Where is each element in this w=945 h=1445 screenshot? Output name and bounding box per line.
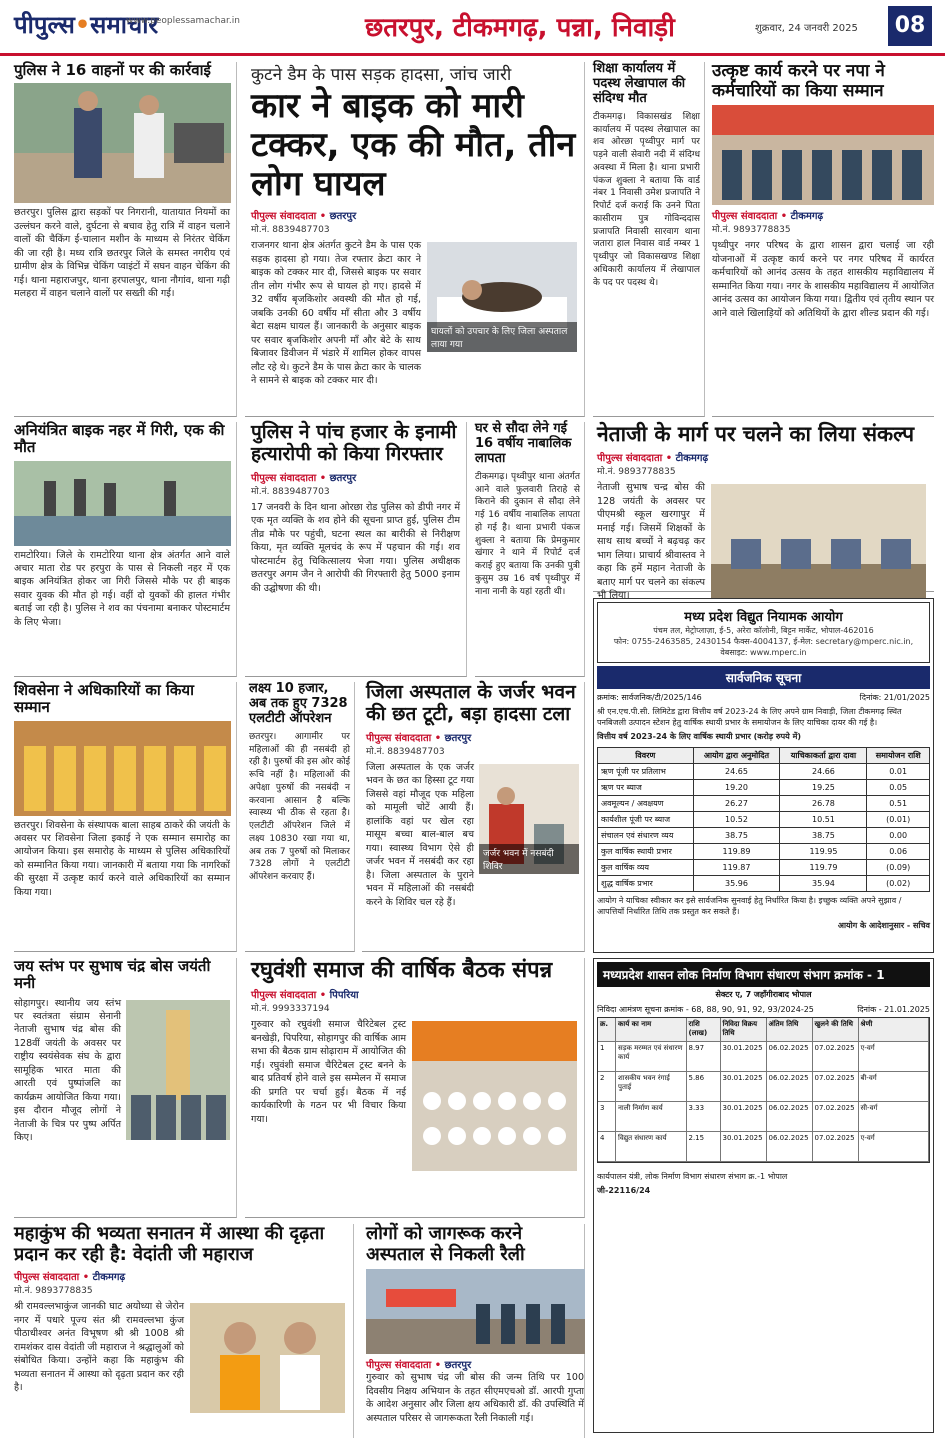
issue-date: शुक्रवार, 24 जनवरी 2025	[755, 23, 858, 34]
byline: पीपुल्स संवाददाता • टीकमगढ़	[14, 1272, 126, 1284]
photo-saint	[190, 1303, 345, 1413]
notice-org: मध्य प्रदेश विद्युत नियामक आयोग	[684, 610, 843, 625]
reporter-mobile: मो.नं. 9893778835	[14, 1286, 93, 1297]
byline: पीपुल्स संवाददाता • टीकमगढ़	[712, 211, 824, 223]
photo-honour-ceremony	[712, 105, 934, 205]
story-accountant-death	[593, 62, 705, 417]
pwd-footer: कार्यपालन यंत्री, लोक निर्माण विभाग संधारण संभाग क्र.-1 भोपाल	[597, 1172, 788, 1181]
story-body: 17 जनवरी के दिन थाना ओरछा रोड पुलिस को डीपी नगर में एक मृत व्यक्ति के शव होने की सूचना प्राप्त हुई, पुलिस टीम तीव्र मौके पर पहुंची, घटना स्थल का बारीकी से निरीक्षण किया, मृत व्यक्ति मूलचंद के रूप में पहचान की गई। शव पोस्टमार्टम हेतु चिकित्सालय भेजा गया। पुलिस अधीक्षक छतरपुर अगम जैन ने आरोपी की गिरफ्तारी हेतु 5000 इनाम की उद्घोषणा की थी।	[251, 501, 460, 594]
table-row: शुद्ध वार्षिक प्रभार 35.96 35.94 (0.02)	[598, 875, 930, 891]
story-missing-minor	[475, 422, 585, 677]
table-row: अवमूल्यन / अवक्षयण 26.27 26.78 0.51	[598, 795, 930, 811]
pwd-code: जी-22116/24	[597, 1186, 651, 1196]
photo-caption: घायलों को उपचार के लिए जिला अस्पताल लाया गया	[427, 322, 577, 352]
table-row: संचालन एवं संधारण व्यय 38.75 38.75 0.00	[598, 827, 930, 843]
notice-table-title: वित्तीय वर्ष 2023-24 के लिए वार्षिक स्थायी प्रभार (करोड़ रुपये में)	[597, 732, 802, 742]
photo-hospital	[427, 242, 577, 352]
headline: लक्ष्य 10 हजार, अब तक हुए 7328 एलटीटी ऑपरेशन	[249, 681, 348, 726]
reporter-mobile: मो.नं. 9993337194	[251, 1004, 330, 1015]
headline: शिक्षा कार्यालय में पदस्थ लेखापाल की संदिग्ध मौत	[593, 61, 686, 106]
headline: जिला अस्पताल के जर्जर भवन की छत टूटी, बड़ा हादसा टला	[366, 681, 576, 725]
headline: जय स्तंभ पर सुभाष चंद्र बोस जयंती मनी	[14, 957, 211, 993]
reporter-mobile: मो.नं. 8839487703	[251, 225, 330, 236]
headline: कार ने बाइक को मारी टक्कर, एक की मौत, तीन लोग घायल	[251, 86, 576, 205]
photo-jay-stambh	[126, 1000, 230, 1140]
newspaper-logo[interactable]: पीपुल्स•समाचार	[14, 10, 159, 39]
notice-text: श्री एन.एच.पी.सी. लिमिटेड द्वारा वित्तीय वर्ष 2023-24 के लिए अपने ग्राम निवाड़ी, जिला टीकमगढ़ स्थित पनबिजली उत्पादन स्टेशन हेतु वार्षिक स्थायी प्रभार के समायोजन के लिए याचिका दायर की गई है।	[597, 707, 902, 728]
notice-date: दिनांक: 21/01/2025	[859, 693, 930, 702]
story-jay-stambh	[14, 958, 237, 1218]
byline: पीपुल्स संवाददाता • छतरपुर	[366, 1360, 472, 1372]
pwd-address: सेक्टर ए, 7 जहाँगीराबाद भोपाल	[715, 990, 812, 999]
headline: नेताजी के मार्ग पर चलने का लिया संकल्प	[597, 422, 915, 446]
table-row: कुल वार्षिक व्यय 119.87 119.79 (0.09)	[598, 859, 930, 875]
story-body: टीकमगढ़। विकासखंड शिक्षा कार्यालय में पदस्थ लेखापाल का शव ओरछा पृथ्वीपुर मार्ग पर पड़ने वाली सेवारी नदी में संदिग्ध अवस्था में मिला है। थाना प्रभारी पंकज शुक्ला ने बताया कि वार्ड नंबर 1 निवासी उमेश प्रजापति ने रिपोर्ट दर्ज कराई कि उनने पिता कासीराम पुत्र गोविन्ददास प्रजापति निवासी सारवाग थाना जतारा हाल निवास वार्ड नम्बर 1 पृथ्वीपुर जो विकासखण्ड शिक्षा अधिकारी कार्यालय में लेखापाल के पद पर पदस्थ थे।	[593, 111, 700, 288]
byline: पीपुल्स संवाददाता • टीकमगढ़	[597, 453, 709, 465]
notice-ref: क्रमांक: सार्वजनिक/टी/2025/146	[597, 693, 702, 702]
story-ltt-operation	[245, 682, 355, 952]
photo-canal	[14, 461, 230, 546]
pwd-tender-notice	[593, 958, 934, 1433]
notice-address: पंचम तल, मेट्रोप्लाज़ा, ई-5, अरेरा कॉलोनी, बिट्टन मार्केट, भोपाल-462016	[653, 626, 874, 635]
table-row: ऋण पूंजी पर प्रतिलाभ 24.65 24.66 0.01	[598, 763, 930, 779]
headline: उत्कृष्ट कार्य करने पर नपा ने कर्मचारियों का किया सम्मान	[712, 61, 885, 101]
col-header: निविदा विक्रय तिथि	[721, 1018, 767, 1042]
story-body: राजनगर थाना क्षेत्र अंतर्गत कुटने डैम के पास एक सड़क हादसा हो गया। तेज रफ्तार क्रेटा कार ने बाइक को टक्कर मार दी, जिससे बाइक पर सवार तीन लोग गंभीर रूप से घायल हो गए। हादसे में 32 वर्षीय बृजकिशोर अवस्थी की मौत हो गई, जबकि उनकी 60 वर्षीय माँ सीता और 3 वर्षीय बेटा सक्षम घायल हैं। जानकारी के अनुसार बाइक पर सवार बृजकिशोर अपनी माँ और बेटे के साथ बिजावर डिवीजन में भंडारे में शामिल होकर वापस लौट रहे थे। कुटने डैम के पास क्रेटा कार के चालक ने सामने से बाइक को टक्कर मार दी।	[251, 240, 421, 387]
story-body: नेताजी सुभाष चन्द्र बोस की 128 जयंती के अवसर पर पीएमश्री स्कूल खरगापुर में मनाई गई। जिसमें शिक्षकों के साथ साथ बच्चों ने बढ़चढ़ कर भाग लिया। प्राचार्य श्रीवास्तव ने कहा कि हमें महान नेताजी के बताए मार्ग पर चलने का संकल्प भी लिया।	[597, 482, 705, 602]
col-header: विवरण	[598, 747, 694, 763]
byline: पीपुल्स संवाददाता • पिपरिया	[251, 990, 359, 1002]
pwd-table: क्र. कार्य का नाम राशि (लाख) निविदा विक्रय तिथि अंतिम तिथि खुलने की तिथि श्रेणी 1 सड़क मरम्मत एवं संधारण कार्य 8.97 30.01.2025 06.02.2025 07.02.2025 ए-वर्ग 2 शासकीय भवन रंगाई पुताई 5.86 30.01.2025 06.02.2025 07.02.2025 बी-वर्ग 3 नाली निर्माण कार्य 3.33 30.01.2025 06.02.2025 07.02.2025 सी-वर्ग 4 विद्युत संधारण कार्य 2.15 30.01.2025 06.02.2025 07.02.2025 ए-वर्ग	[597, 1017, 930, 1163]
pwd-title: मध्यप्रदेश शासन लोक निर्माण विभाग संधारण संभाग क्रमांक - 1	[597, 962, 930, 987]
story-hospital-roof	[362, 682, 585, 952]
col-header: आयोग द्वारा अनुमोदित	[693, 747, 780, 763]
notice-header	[597, 602, 930, 663]
kicker: कुटने डैम के पास सड़क हादसा, जांच जारी	[251, 65, 512, 85]
col-header: श्रेणी	[859, 1018, 930, 1042]
reporter-mobile: मो.नं. 8839487703	[251, 486, 330, 497]
story-netaji-resolve	[593, 422, 934, 602]
notice-footer: आयोग ने याचिका स्वीकार कर इसे सार्वजनिक सुनवाई हेतु निर्धारित किया है। इच्छुक व्यक्ति अपने सुझाव / आपत्तियाँ निर्धारित तिथि तक प्रस्तुत कर सकते हैं।	[597, 895, 902, 916]
table-row: कार्यशील पूंजी पर ब्याज 10.52 10.51 (0.01)	[598, 811, 930, 827]
headline: महाकुंभ की भव्यता सनातन में आस्था की दृढ़ता प्रदान कर रही है: वेदांती जी महाराज	[14, 1223, 325, 1265]
notice-signatory: आयोग के आदेशानुसार - सचिव	[837, 920, 930, 930]
photo-classroom	[711, 484, 926, 599]
notice-contact: फोन: 0755-2463585, 2430154 फैक्स-4004137, ई-मेल: secretary@mperc.nic.in, वेबसाइट: www.mperc.in	[613, 637, 914, 657]
headline: घर से सौदा लेने गई 16 वर्षीय नाबालिक लापता	[475, 421, 572, 466]
col-header: खुलने की तिथि	[813, 1018, 859, 1042]
reporter-mobile: मो.नं. 9893778835	[597, 467, 676, 478]
notice-section-title: सार्वजनिक सूचना	[597, 666, 930, 689]
story-body: टीकमगढ़। पृथ्वीपुर थाना अंतर्गत आने वाले फुलवारी तिराहे से किराने की दुकान से सौदा लेने गई 16 वर्षीय नाबालिक लापता हो गई है। थाना प्रभारी पंकज शुक्ला ने बताया कि प्रेमकुमार खंगार ने थाने में रिपोर्ट दर्ज कराई हुए बताया कि उनकी पुत्री कुसुम उम्र 16 वर्ष पृथ्वीपुर में नाना नानी के यहां रहती थी।	[475, 471, 580, 597]
reporter-mobile: मो.नं. 8839487703	[366, 746, 445, 757]
col-header: अंतिम तिथि	[767, 1018, 813, 1042]
photo-damaged-roof	[479, 764, 579, 874]
photo-rally	[366, 1269, 584, 1354]
story-body: गुरुवार को सुभाष चंद्र जी बोस की जन्म तिथि पर 100 दिवसीय निक्षय अभियान के तहत सीएमएचओ डॉ. आरपी गुप्ता के आदेश अनुसार और जिला क्षय अधिकारी डॉ. की उपस्थिति में अस्पताल परिसर से जागरूकता रैली निकाली गई।	[366, 1372, 584, 1424]
story-accident-kutne-dam	[245, 62, 585, 417]
story-awareness-rally	[362, 1224, 585, 1438]
page-number: 08	[888, 6, 932, 46]
byline: पीपुल्स संवाददाता • छतरपुर	[251, 472, 357, 484]
story-body: छतरपुर। पुलिस द्वारा सड़कों पर निगरानी, यातायात नियमों का उल्लंघन करने वाले, दुर्घटना से बचाव हेतु रात्रि में वाहन चलाने वालों की चैकिंग ई-चालान मशीन के माध्यम से निरंतर चेकिंग की जा रही है। मध्य रात्रि छतरपुर जिले के समस्त नगरीय एवं ग्रामीण क्षेत्र के विभिन्न चेकिंग प्वाइंटों में सघन वाहन चेकिंग की गई। थाना महाराजपुर, थाना हरपालपुर, थाना नौगांव, थाना गढ़ी मलहरा में वाहन चलाने वालों पर सख्ती की गई।	[14, 207, 230, 300]
pwd-notice-no: निविदा आमंत्रण सूचना क्रमांक - 68, 88, 90, 91, 92, 93/2024-25	[597, 1005, 814, 1014]
headline: शिवसेना ने अधिकारियों का किया सम्मान	[14, 681, 194, 717]
story-municipal-honour	[712, 62, 934, 417]
col-header: क्र.	[598, 1018, 616, 1042]
headline: अनियंत्रित बाइक नहर में गिरी, एक की मौत	[14, 421, 225, 457]
story-body: जिला अस्पताल के एक जर्जर भवन के छत का हिस्सा टूट गया जिससे वहां मौजूद एक महिला को मामूली चोटें आयी हैं। हालांकि वहां पर खेल रहा मासूम बच्चा बाल-बाल बच गया। स्वास्थ्य विभाग ऐसे ही जर्जर भवन में नसबंदी कर रहा है। जिला अस्पताल के पुराने भवन में महिलाओं की नसबंदी करने के शिविर चल रहे हैं।	[366, 761, 474, 908]
headline: रघुवंशी समाज की वार्षिक बैठक संपन्न	[251, 958, 553, 983]
reporter-mobile: मो.नं. 9893778835	[712, 225, 791, 236]
story-body: सोहागपुर। स्थानीय जय स्तंभ पर स्वतंत्रता संग्राम सेनानी नेताजी सुभाष चंद्र बोस की 128वीं जयंती के अवसर पर राष्ट्रीय स्वयंसेवक संघ के द्वारा सामूहिक भारत माता की आरती एवं पुष्पांजलि का कार्यक्रम आयोजित किया गया। इस दौरान मौजूद लोगों ने नेताजी के चित्र पर पुष्प अर्पित किए।	[14, 997, 121, 1144]
story-body: छतरपुर। आगामीर पर महिलाओं की ही नसबंदी हो रही है। पुरुषों की इस ओर कोई रूचि नहीं है। महिलाओं की अपेक्षा पुरुषों की नसबंदी न करवाना आसान है बल्कि स्वास्थ्य भी ठीक से रहता है। एलटीटी ऑपरेशन जिले में लक्ष्य 10830 रखा गया था, अब तक 7 पुरुषों को मिलाकर 7328 लोगों ने एलटीटी ऑपरेशन करवाए हैं।	[249, 731, 350, 883]
table-row: कुल वार्षिक स्थायी प्रभार 119.89 119.95 0.06	[598, 843, 930, 859]
headline: पुलिस ने 16 वाहनों पर की कार्रवाई	[14, 61, 211, 79]
pwd-notice-date: दिनांक - 21.01.2025	[857, 1005, 930, 1014]
edition-title: छतरपुर, टीकमगढ़, पन्ना, निवाड़ी	[365, 13, 675, 43]
photo-police-checking	[14, 83, 230, 203]
story-police-vehicles	[14, 62, 237, 417]
photo-community-meeting	[412, 1021, 577, 1171]
story-bike-canal	[14, 422, 237, 677]
photo-caption: जर्जर भवन में नसबंदी शिविर	[479, 844, 579, 874]
byline: पीपुल्स संवाददाता • छतरपुर	[366, 732, 472, 744]
story-body: छतरपुर। शिवसेना के संस्थापक बाला साहब ठाकरे की जयंती के अवसर पर शिवसेना जिला इकाई ने एक सम्मान समारोह का आयोजन किया। इस समारोह के माध्यम से पुलिस अधिकारियों को सम्मानित किया गया। जानकारी में बताया गया कि नागरिकों की सुरक्षा में उत्कृष्ट कार्य करने वाले अधिकारियों का सम्मान किया गया।	[14, 819, 230, 898]
col-header: याचिकाकर्ता द्वारा दावा	[780, 747, 867, 763]
story-shivsena-honour	[14, 682, 237, 952]
mperc-public-notice	[593, 598, 934, 953]
story-mahakumbh	[14, 1224, 354, 1438]
notice-table	[597, 747, 930, 892]
story-raghuvanshi-meeting	[245, 958, 585, 1218]
story-body: श्री रामवल्लभाकुंज जानकी घाट अयोध्या से जेरोन नगर में पधारे पूज्य संत श्री रामवल्लभा कुंज पीठाधीश्वर अनंत विभूषण श्री श्री 1008 श्री रामशंकर दास वेदांती जी महाराज ने श्रद्धालुओं को संबोधित किया। उन्होंने कहा कि महाकुंभ की भव्यता सनातन में आस्था को दृढ़ता प्रदान कर रही है।	[14, 1301, 184, 1394]
story-body: गुरुवार को रघुवंशी समाज चैरिटेबल ट्रस्ट बनखेड़ी, पिपरिया, सोहागपुर की वार्षिक आम सभा की बैठक ग्राम सोढ़ाराम में आयोजित की गई। रघुवंशी समाज चैरिटेबल ट्रस्ट बनने के बाद प्रतिवर्ष होने वाले इस सम्मेलन में समाज की प्रगति पर चर्चा हुई। बैठक में नई कार्यकारिणी के गठन पर भी विचार किया गया।	[251, 1019, 406, 1125]
photo-shivsena-group	[14, 721, 230, 816]
story-body: रामटोरिया। जिले के रामटोरिया थाना क्षेत्र अंतर्गत आने वाले अचार माता रोड पर हरपुरा के पास से निकली नहर में एक बाइक अनियंत्रित होकर जा गिरी जिससे मौके पर ही बाइक सवार युवक की मौत हो गई। वहीं दो युवकों की हालत गंभीर बताई जा रही है। पुलिस ने शव का पंचनामा बनाकर पोस्टमार्टम के लिए भेजा।	[14, 549, 230, 628]
headline: लोगों को जागरूक करने अस्पताल से निकली रैली	[366, 1223, 525, 1265]
masthead	[0, 0, 945, 56]
story-murder-arrest	[245, 422, 467, 677]
website-link[interactable]: www.peoplessamachar.in	[126, 16, 240, 26]
byline: पीपुल्स संवाददाता • छतरपुर	[251, 211, 357, 223]
story-body: पृथ्वीपुर नगर परिषद के द्वारा शासन द्वारा चलाई जा रही योजनाओं में उत्कृष्ट कार्य करने पर नगर परिषद में कार्यरत कर्मचारियों को आनंद उत्सव के तहत शासकीय महाविद्यालय में सम्मानित किया गया। नगर के शासकीय महाविद्यालय में आयोजित आनंद उत्सव का आयोजन किया गया। द्वितीय एवं तृतीय स्थान पर आने वाले खिलाड़ियों को अतिथियों के द्वारा शील्ड प्रदान की गई।	[712, 240, 934, 319]
table-row: ऋण पर ब्याज 19.20 19.25 0.05	[598, 779, 930, 795]
col-header: समायोजन राशि	[867, 747, 930, 763]
col-header: कार्य का नाम	[616, 1018, 687, 1042]
col-header: राशि (लाख)	[687, 1018, 721, 1042]
headline: पुलिस ने पांच हजार के इनामी हत्यारोपी को किया गिरफ्तार	[251, 421, 457, 465]
